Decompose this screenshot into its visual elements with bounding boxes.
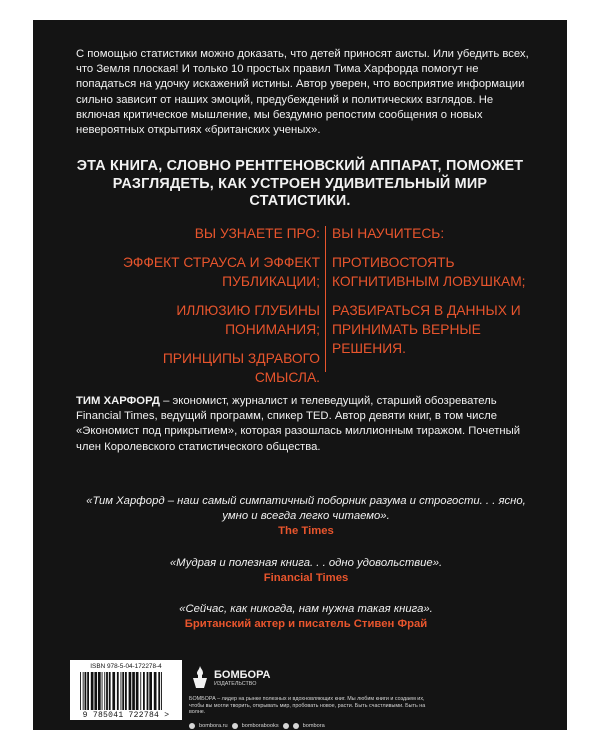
barcode-bar <box>149 672 152 710</box>
back-cover <box>33 20 567 730</box>
barcode <box>70 660 182 720</box>
quote-source: Financial Times <box>263 571 349 584</box>
barcode-bar <box>158 672 160 710</box>
headline: ЭТА КНИГА, СЛОВНО РЕНТГЕНОВСКИЙ АППАРАТ, ПОМОЖЕТ РАЗГЛЯДЕТЬ, КАК УСТРОЕН УДИВИТЕЛЬНЫЙ МИР СТАТИСТИКИ. <box>76 158 524 209</box>
quote <box>76 602 536 632</box>
learn-column <box>113 224 320 397</box>
quote <box>76 556 536 586</box>
author-bio <box>76 394 536 455</box>
quote-text: «Сейчас, как никогда, нам нужна такая книга». <box>179 603 433 616</box>
bombora-logo-icon <box>189 664 211 690</box>
barcode-bar <box>154 672 157 710</box>
barcode-digits: 9 785041 722784 > <box>82 711 170 720</box>
barcode-bar <box>98 672 101 710</box>
quote-source: The Times <box>278 525 334 538</box>
globe-icon <box>189 723 195 729</box>
social-link[interactable]: bomborabooks <box>241 723 279 729</box>
quote-source: Британский актер и писатель Стивен Фрай <box>184 618 428 631</box>
column-divider <box>325 226 326 372</box>
author-bio-text: – экономист, журналист и телеведущий, старший обозреватель Financial Times, ведущий программ, спикер TED. Автор девяти книг, в том числе «Экономист под прикрытием», которая разошлась миллионным тиражом. Почетный член Королевского статистического общества. <box>76 395 521 453</box>
barcode-bar <box>132 672 135 710</box>
learn-item: ПРИНЦИПЫ ЗДРАВОГО СМЫСЛА. <box>162 351 320 385</box>
barcode-bar <box>125 672 127 710</box>
publisher-name: БОМБОРА <box>214 669 271 681</box>
barcode-bar <box>147 672 149 710</box>
publisher-links <box>189 723 325 729</box>
barcode-bars <box>76 672 176 710</box>
barcode-bar <box>102 672 103 710</box>
publisher-sub: ИЗДАТЕЛЬСТВО <box>214 681 257 687</box>
publisher-logo <box>189 664 271 695</box>
barcode-bar <box>104 672 105 710</box>
author-name: ТИМ ХАРФОРД <box>76 395 160 407</box>
skills-heading: ВЫ НАУЧИТЕСЬ: <box>332 226 445 241</box>
learn-heading: ВЫ УЗНАЕТЕ ПРО: <box>194 226 320 241</box>
skills-item: ПРОТИВОСТОЯТЬ КОГНИТИВНЫМ ЛОВУШКАМ; <box>332 255 526 289</box>
intro-paragraph: С помощью статистики можно доказать, что детей приносят аисты. Или убедить всех, что Земля плоская! И только 10 простых правил Тима Харфорда помогут не попадаться на удочку искажений истины. Автор уверен, что восприятие информации сильно зависит от наших эмоций, предубеждений и политических взглядов. Не включая критическое мышление, мы бездумно репостим сообщения о новых невероятных открытиях «британских ученых». <box>76 48 529 137</box>
barcode-bar <box>91 672 94 710</box>
barcode-bar <box>121 672 122 710</box>
quote-text: «Мудрая и полезная книга. . . одно удовольствие». <box>169 556 443 569</box>
publisher-description: БОМБОРА – лидер на рынке полезных и вдохновляющих книг. Мы любим книги и создаем их, чтобы вы могли творить, открывать мир, пробовать новое, расти. Быть счастливыми. Быть на волне. <box>189 696 426 716</box>
barcode-bar <box>109 672 111 710</box>
quote-text: «Тим Харфорд – наш самый симпатичный поборник разума и строгости. . . ясно, умно и всегда легко читаемо». <box>86 495 526 523</box>
barcode-bar <box>106 672 108 710</box>
learn-item: ИЛЛЮЗИЮ ГЛУБИНЫ ПОНИМАНИЯ; <box>176 303 320 337</box>
barcode-bar <box>112 672 115 710</box>
quotes <box>76 494 536 648</box>
vk-icon <box>232 723 238 729</box>
quote <box>76 494 536 540</box>
skills-item: РАЗБИРАТЬСЯ В ДАННЫХ И ПРИНИМАТЬ ВЕРНЫЕ РЕШЕНИЯ. <box>332 303 521 356</box>
barcode-bar <box>140 672 141 710</box>
barcode-bar <box>129 672 132 710</box>
barcode-bar <box>136 672 139 710</box>
barcode-bar <box>87 672 89 710</box>
barcode-bar <box>83 672 84 710</box>
barcode-bar <box>161 672 162 710</box>
barcode-bar <box>117 672 119 710</box>
telegram-icon <box>293 723 299 729</box>
barcode-bar <box>85 672 87 710</box>
plus-icon <box>283 723 289 729</box>
barcode-bar <box>143 672 145 710</box>
skills-column <box>332 224 547 368</box>
barcode-bar <box>94 672 97 710</box>
learn-item: ЭФФЕКТ СТРАУСА И ЭФФЕКТ ПУБЛИКАЦИИ; <box>123 255 320 289</box>
site-link[interactable]: bombora.ru <box>199 723 228 729</box>
social-link[interactable]: bombora <box>302 723 325 729</box>
barcode-bar <box>80 672 81 710</box>
isbn-label: ISBN 978-5-04-172278-4 <box>90 663 162 670</box>
barcode-bar <box>122 672 124 710</box>
